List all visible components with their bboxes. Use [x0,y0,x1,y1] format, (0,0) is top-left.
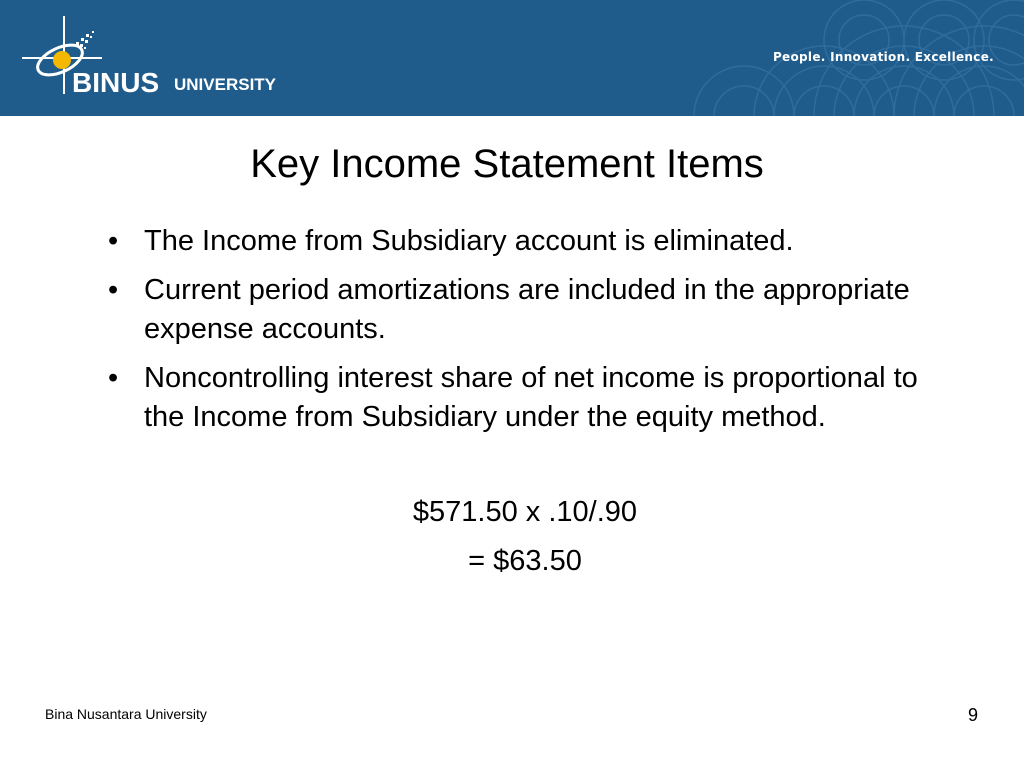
bullet-text: Current period amortizations are included in the appropriate expense accounts. [144,274,910,345]
page-number: 9 [967,705,978,725]
calculation-line: $571.50 x .10/.90 [412,496,638,528]
tagline: People. Innovation. Excellence. [772,50,994,64]
bullet-item [100,271,960,349]
logo-brand-text: BINUS [72,67,160,98]
bullet-list [100,222,960,447]
bullet-item [100,359,960,437]
slide-title: Key Income Statement Items [250,142,764,186]
bullet-item [100,222,960,261]
bullet-text: The Income from Subsidiary account is eliminated. [144,225,794,257]
bullet-text: Noncontrolling interest share of net income is proportional to the Income from Subsidiary under the equity method. [144,362,918,433]
footer-institution: Bina Nusantara University [45,706,207,722]
bullet-marker: • [108,225,119,257]
logo-subtext: UNIVERSITY [174,75,277,94]
binus-logo[interactable] [22,14,302,104]
bullet-marker: • [108,274,119,306]
bullet-marker: • [108,362,119,394]
calculation-result: = $63.50 [468,545,582,577]
header-banner [0,0,1024,116]
